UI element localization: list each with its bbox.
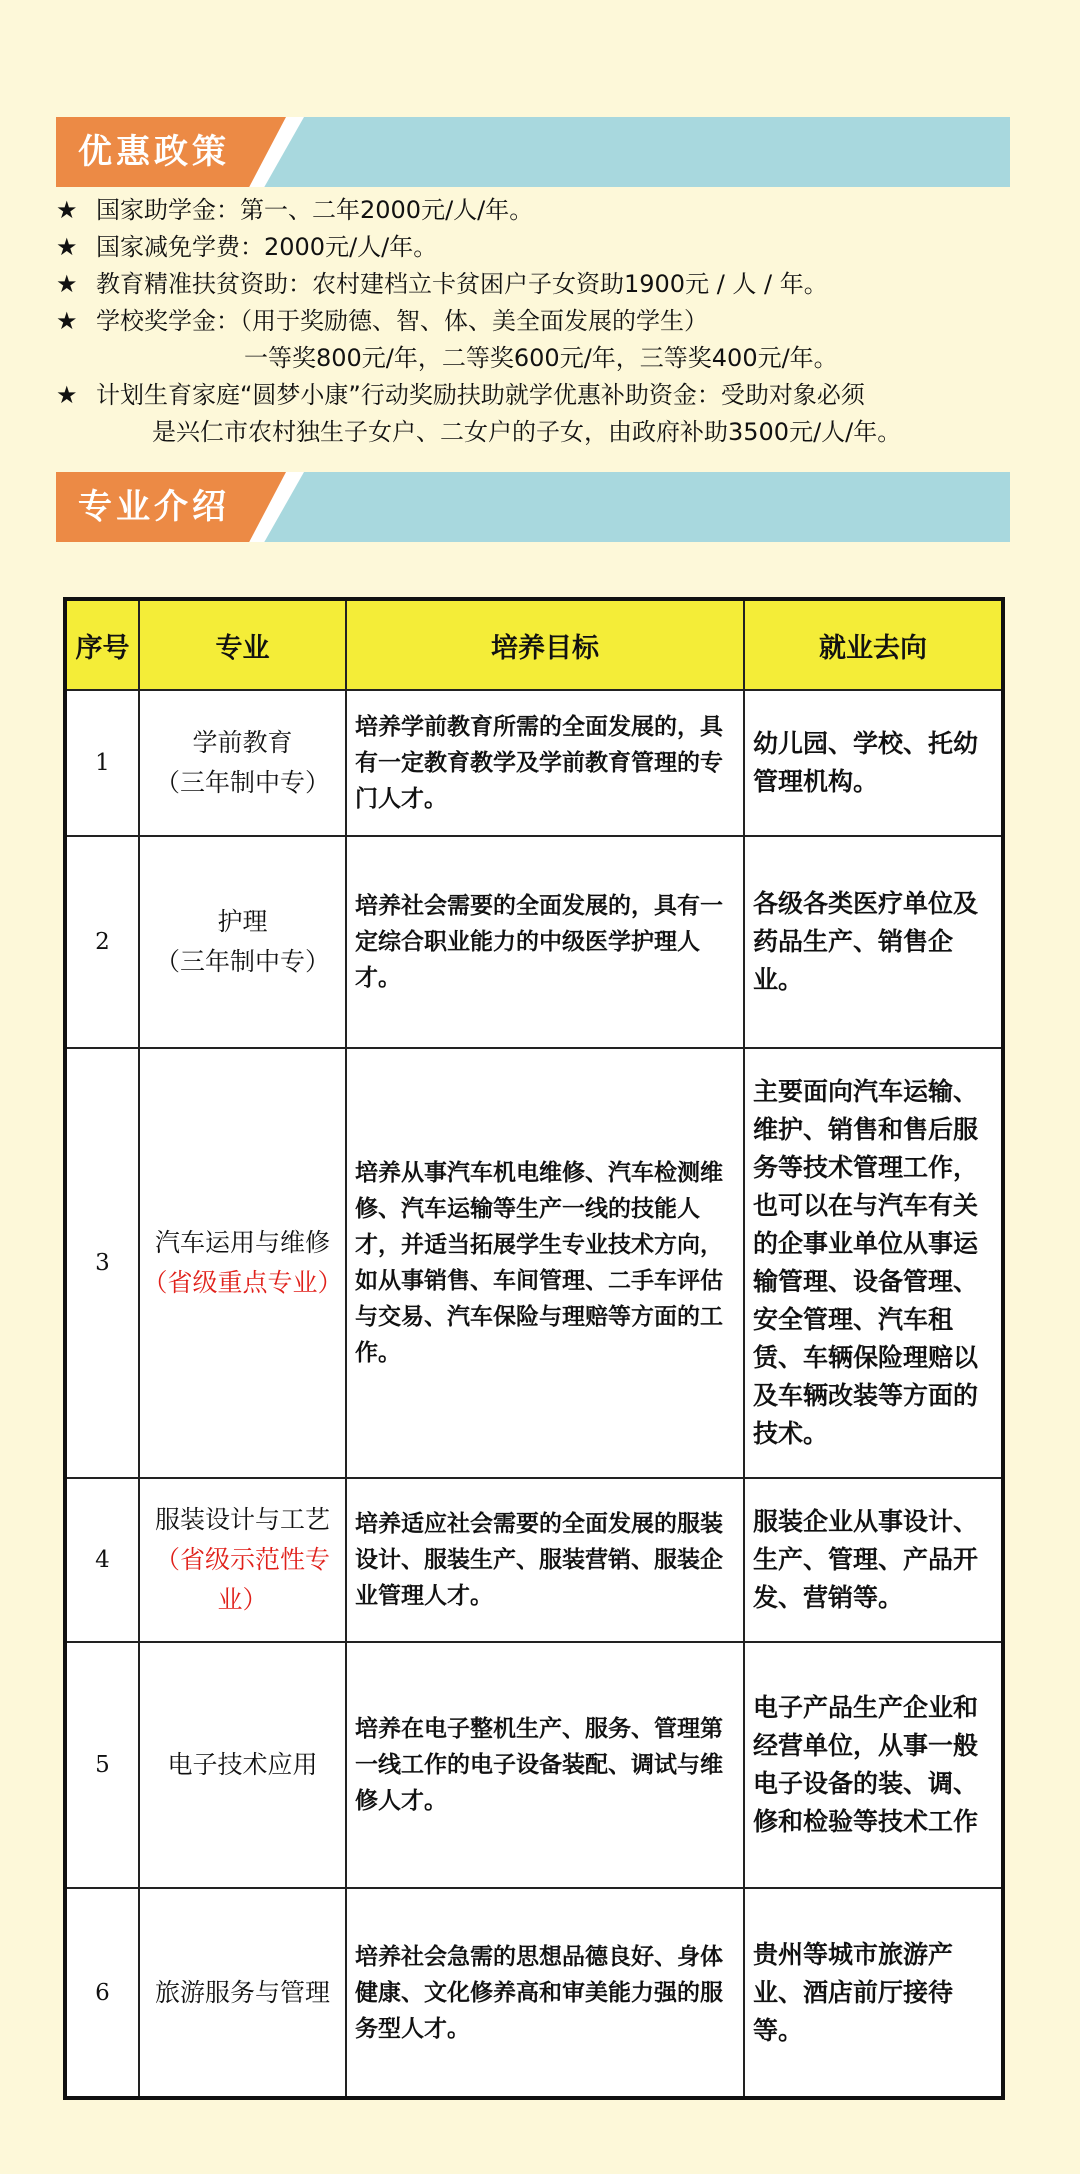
policy-item bbox=[56, 229, 1016, 266]
policy-list bbox=[56, 192, 1016, 451]
major-name: 护理 bbox=[217, 907, 268, 936]
policy-item-continuation bbox=[56, 414, 1016, 451]
policy-item bbox=[56, 377, 1016, 414]
row-number: 4 bbox=[65, 1478, 139, 1642]
career-cell: 幼儿园、学校、托幼管理机构。 bbox=[744, 690, 1003, 836]
header-cell-major: 专业 bbox=[139, 599, 346, 690]
policy-text: 教育精准扶贫资助：农村建档立卡贫困户子女资助1900元 / 人 / 年。 bbox=[96, 270, 828, 298]
section-banner-policy bbox=[56, 117, 1010, 187]
majors-table bbox=[63, 597, 1005, 2100]
table-row bbox=[65, 1888, 1003, 2098]
major-name: 学前教育 bbox=[192, 728, 293, 757]
policy-item bbox=[56, 192, 1016, 229]
career-cell: 电子产品生产企业和经营单位，从事一般电子设备的装、调、修和检验等技术工作 bbox=[744, 1642, 1003, 1888]
goal-cell: 培养适应社会需要的全面发展的服装设计、服装生产、服装营销、服装企业管理人才。 bbox=[346, 1478, 744, 1642]
major-subtitle-highlight: （省级示范性专业） bbox=[154, 1545, 330, 1614]
major-name: 汽车运用与维修 bbox=[154, 1228, 330, 1257]
policy-text: 一等奖800元/年，二等奖600元/年，三等奖400元/年。 bbox=[244, 344, 838, 372]
policy-text: 计划生育家庭“圆梦小康”行动奖励扶助就学优惠补助资金：受助对象必须 bbox=[96, 381, 865, 409]
table-row bbox=[65, 836, 1003, 1048]
star-icon: ★ bbox=[56, 196, 78, 224]
star-icon: ★ bbox=[56, 307, 78, 335]
table-row bbox=[65, 1642, 1003, 1888]
career-cell: 贵州等城市旅游产业、酒店前厅接待等。 bbox=[744, 1888, 1003, 2098]
goal-cell: 培养从事汽车机电维修、汽车检测维修、汽车运输等生产一线的技能人才，并适当拓展学生专业技术方向，如从事销售、车间管理、二手车评估与交易、汽车保险与理赔等方面的工作。 bbox=[346, 1048, 744, 1478]
major-cell bbox=[139, 1478, 346, 1642]
policy-item bbox=[56, 303, 1016, 340]
goal-cell: 培养在电子整机生产、服务、管理第一线工作的电子设备装配、调试与维修人才。 bbox=[346, 1642, 744, 1888]
policy-text: 是兴仁市农村独生子女户、二女户的子女，由政府补助3500元/人/年。 bbox=[152, 418, 902, 446]
policy-text: 学校奖学金：（用于奖励德、智、体、美全面发展的学生） bbox=[96, 307, 708, 335]
major-name: 服装设计与工艺 bbox=[154, 1505, 330, 1534]
row-number: 6 bbox=[65, 1888, 139, 2098]
row-number: 3 bbox=[65, 1048, 139, 1478]
major-cell bbox=[139, 1888, 346, 2098]
major-cell bbox=[139, 836, 346, 1048]
career-cell: 服装企业从事设计、生产、管理、产品开发、营销等。 bbox=[744, 1478, 1003, 1642]
table-row bbox=[65, 1048, 1003, 1478]
major-name: 电子技术应用 bbox=[167, 1750, 318, 1779]
policy-item-continuation bbox=[56, 340, 1016, 377]
majors-table-container bbox=[63, 597, 1001, 2100]
header-cell-goal: 培养目标 bbox=[346, 599, 744, 690]
major-name: 旅游服务与管理 bbox=[154, 1977, 330, 2007]
table-header-row bbox=[65, 599, 1003, 690]
career-cell: 各级各类医疗单位及药品生产、销售企业。 bbox=[744, 836, 1003, 1048]
policy-item bbox=[56, 266, 1016, 303]
star-icon: ★ bbox=[56, 381, 78, 409]
section-banner-majors bbox=[56, 472, 1010, 542]
star-icon: ★ bbox=[56, 233, 78, 261]
header-cell-index: 序号 bbox=[65, 599, 139, 690]
career-cell: 主要面向汽车运输、维护、销售和售后服务等技术管理工作，也可以在与汽车有关的企事业单位从事运输管理、设备管理、安全管理、汽车租赁、车辆保险理赔以及车辆改装等方面的技术。 bbox=[744, 1048, 1003, 1478]
row-number: 5 bbox=[65, 1642, 139, 1888]
row-number: 1 bbox=[65, 690, 139, 836]
goal-cell: 培养社会需要的全面发展的，具有一定综合职业能力的中级医学护理人才。 bbox=[346, 836, 744, 1048]
table-row bbox=[65, 690, 1003, 836]
goal-cell: 培养学前教育所需的全面发展的，具有一定教育教学及学前教育管理的专门人才。 bbox=[346, 690, 744, 836]
goal-cell: 培养社会急需的思想品德良好、身体健康、文化修养高和审美能力强的服务型人才。 bbox=[346, 1888, 744, 2098]
table-row bbox=[65, 1478, 1003, 1642]
major-subtitle: （三年制中专） bbox=[154, 947, 330, 976]
policy-text: 国家助学金：第一、二年2000元/人/年。 bbox=[96, 196, 534, 224]
section-title: 专业介绍 bbox=[78, 487, 230, 527]
major-subtitle-highlight: （省级重点专业） bbox=[142, 1268, 343, 1297]
major-cell bbox=[139, 1642, 346, 1888]
row-number: 2 bbox=[65, 836, 139, 1048]
major-cell bbox=[139, 690, 346, 836]
section-title: 优惠政策 bbox=[78, 132, 230, 172]
star-icon: ★ bbox=[56, 270, 78, 298]
major-subtitle: （三年制中专） bbox=[154, 768, 330, 797]
major-cell bbox=[139, 1048, 346, 1478]
policy-text: 国家减免学费：2000元/人/年。 bbox=[96, 233, 438, 261]
header-cell-career: 就业去向 bbox=[744, 599, 1003, 690]
